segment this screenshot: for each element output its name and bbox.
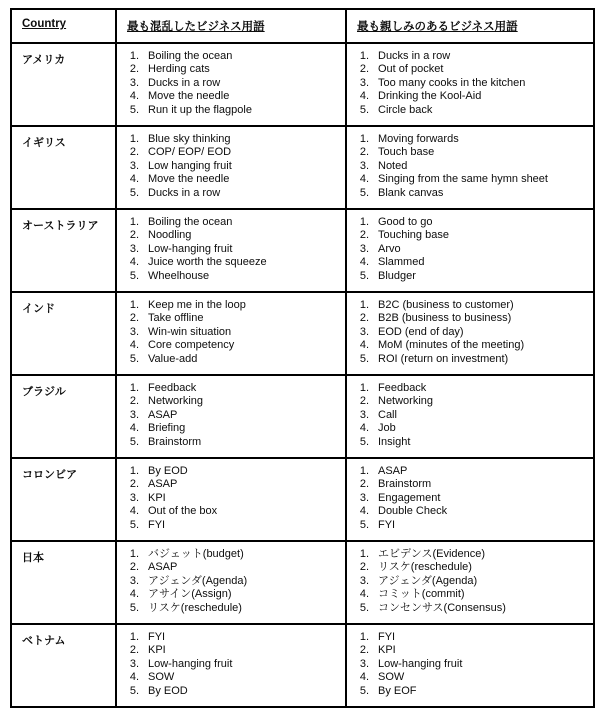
term-item: By EOD [148, 684, 188, 697]
term-item: バジェット(budget) [148, 548, 244, 560]
term-item: Herding cats [148, 63, 210, 76]
familiar-terms-cell [346, 43, 594, 126]
familiar-terms-list [347, 299, 591, 366]
term-item: KPI [378, 644, 396, 657]
term-item: Move the needle [148, 173, 230, 186]
term-item: ASAP [148, 478, 178, 491]
term-item: B2B (business to business) [378, 312, 512, 325]
term-item: Feedback [378, 382, 427, 394]
term-item: アジェンダ(Agenda) [378, 574, 478, 587]
term-item: Arvo [378, 242, 401, 255]
column-header-confusing-terms-label: 最も混乱したビジネス用語 [127, 21, 265, 33]
confusing-terms-cell [116, 292, 346, 375]
table-row-brazil [11, 375, 594, 458]
confusing-terms-list [117, 133, 343, 200]
familiar-terms-list [347, 548, 591, 615]
term-item: Juice worth the squeeze [148, 256, 267, 269]
column-header-country [11, 9, 116, 43]
column-header-confusing-terms [116, 9, 346, 43]
header-row [11, 9, 594, 43]
term-item: Brainstorm [378, 478, 432, 491]
familiar-terms-cell [346, 209, 594, 292]
confusing-terms-list [117, 631, 343, 698]
term-item: KPI [148, 491, 166, 504]
country-cell: インド [11, 292, 116, 375]
term-item: Keep me in the loop [148, 299, 246, 311]
table-row-japan [11, 541, 594, 624]
term-item: Singing from the same hymn sheet [378, 173, 548, 186]
term-item: Briefing [148, 422, 186, 435]
business-terms-table [10, 8, 595, 708]
term-item: アサイン(Assign) [148, 588, 232, 601]
term-item: Drinking the Kool-Aid [378, 90, 482, 103]
term-item: Move the needle [148, 90, 230, 103]
term-item: Ducks in a row [148, 186, 221, 199]
term-item: MoM (minutes of the meeting) [378, 339, 525, 352]
term-item: By EOD [148, 465, 188, 477]
familiar-terms-cell [346, 375, 594, 458]
term-item: Take offline [148, 312, 204, 325]
term-item: B2C (business to customer) [378, 299, 514, 311]
term-item: Low-hanging fruit [378, 657, 463, 670]
term-item: Too many cooks in the kitchen [378, 76, 526, 89]
term-item: Ducks in a row [378, 50, 451, 62]
confusing-terms-cell [116, 126, 346, 209]
familiar-terms-cell [346, 126, 594, 209]
term-item: SOW [148, 671, 175, 684]
term-item: EOD (end of day) [378, 325, 464, 338]
term-item: Core competency [148, 339, 235, 352]
confusing-terms-list [117, 216, 343, 283]
term-item: Noted [378, 159, 408, 172]
term-item: Job [378, 422, 396, 435]
term-item: Low hanging fruit [148, 159, 232, 172]
country-cell: コロンビア [11, 458, 116, 541]
confusing-terms-cell [116, 375, 346, 458]
familiar-terms-cell [346, 541, 594, 624]
term-item: Good to go [378, 216, 433, 228]
country-cell: アメリカ [11, 43, 116, 126]
confusing-terms-list [117, 382, 343, 449]
country-cell: ブラジル [11, 375, 116, 458]
confusing-terms-list [117, 465, 343, 532]
confusing-terms-cell [116, 541, 346, 624]
term-item: エビデンス(Evidence) [378, 548, 486, 560]
confusing-terms-list [117, 548, 343, 615]
term-item: Win-win situation [148, 325, 232, 338]
term-item: Networking [378, 395, 434, 408]
term-item: Blue sky thinking [148, 133, 231, 145]
confusing-terms-cell [116, 209, 346, 292]
term-item: コンセンサス(Consensus) [378, 601, 506, 614]
term-item: Engagement [378, 491, 441, 504]
table-row-vietnam [11, 624, 594, 707]
term-item: Out of pocket [378, 63, 444, 76]
term-item: Double Check [378, 505, 448, 518]
term-item: Low-hanging fruit [148, 657, 233, 670]
term-item: Slammed [378, 256, 425, 269]
term-item: リスケ(reschedule) [148, 601, 242, 614]
country-cell: イギリス [11, 126, 116, 209]
familiar-terms-list [347, 631, 591, 698]
term-item: Bludger [378, 269, 416, 282]
column-header-familiar-terms-label: 最も親しみのあるビジネス用語 [357, 21, 518, 33]
term-item: コミット(commit) [378, 588, 465, 601]
term-item: By EOF [378, 684, 417, 697]
confusing-terms-cell [116, 458, 346, 541]
term-item: Circle back [378, 103, 433, 116]
table-row-india [11, 292, 594, 375]
column-header-country-label: Country [22, 18, 67, 30]
familiar-terms-cell [346, 458, 594, 541]
country-cell: オーストラリア [11, 209, 116, 292]
confusing-terms-cell [116, 624, 346, 707]
confusing-terms-list [117, 50, 343, 117]
term-item: FYI [378, 631, 396, 643]
term-item: Out of the box [148, 505, 218, 518]
term-item: SOW [378, 671, 405, 684]
term-item: Feedback [148, 382, 197, 394]
term-item: Low-hanging fruit [148, 242, 233, 255]
familiar-terms-cell [346, 292, 594, 375]
familiar-terms-list [347, 50, 591, 117]
term-item: Networking [148, 395, 204, 408]
term-item: リスケ(reschedule) [378, 561, 472, 574]
term-item: ASAP [148, 561, 178, 574]
confusing-terms-cell [116, 43, 346, 126]
term-item: Touching base [378, 229, 449, 242]
term-item: Ducks in a row [148, 76, 221, 89]
term-item: Brainstorm [148, 435, 202, 448]
term-item: ASAP [378, 465, 408, 477]
term-item: Boiling the ocean [148, 50, 233, 62]
term-item: Moving forwards [378, 133, 459, 145]
familiar-terms-list [347, 133, 591, 200]
familiar-terms-list [347, 465, 591, 532]
term-item: Insight [378, 435, 411, 448]
term-item: FYI [378, 518, 396, 531]
term-item: Wheelhouse [148, 269, 210, 282]
familiar-terms-list [347, 216, 591, 283]
familiar-terms-cell [346, 624, 594, 707]
familiar-terms-list [347, 382, 591, 449]
column-header-familiar-terms [346, 9, 594, 43]
term-item: ROI (return on investment) [378, 352, 509, 365]
table-row-usa [11, 43, 594, 126]
term-item: Call [378, 408, 397, 421]
term-item: Boiling the ocean [148, 216, 233, 228]
term-item: Run it up the flagpole [148, 103, 252, 116]
country-cell: ベトナム [11, 624, 116, 707]
term-item: ASAP [148, 408, 178, 421]
country-cell: 日本 [11, 541, 116, 624]
table-row-uk [11, 126, 594, 209]
term-item: KPI [148, 644, 166, 657]
term-item: Touch base [378, 146, 435, 159]
term-item: Blank canvas [378, 186, 444, 199]
confusing-terms-list [117, 299, 343, 366]
term-item: アジェンダ(Agenda) [148, 574, 248, 587]
term-item: Noodling [148, 229, 192, 242]
table-row-colombia [11, 458, 594, 541]
term-item: FYI [148, 518, 166, 531]
term-item: COP/ EOP/ EOD [148, 146, 232, 159]
term-item: Value-add [148, 352, 198, 365]
table-row-australia [11, 209, 594, 292]
term-item: FYI [148, 631, 166, 643]
